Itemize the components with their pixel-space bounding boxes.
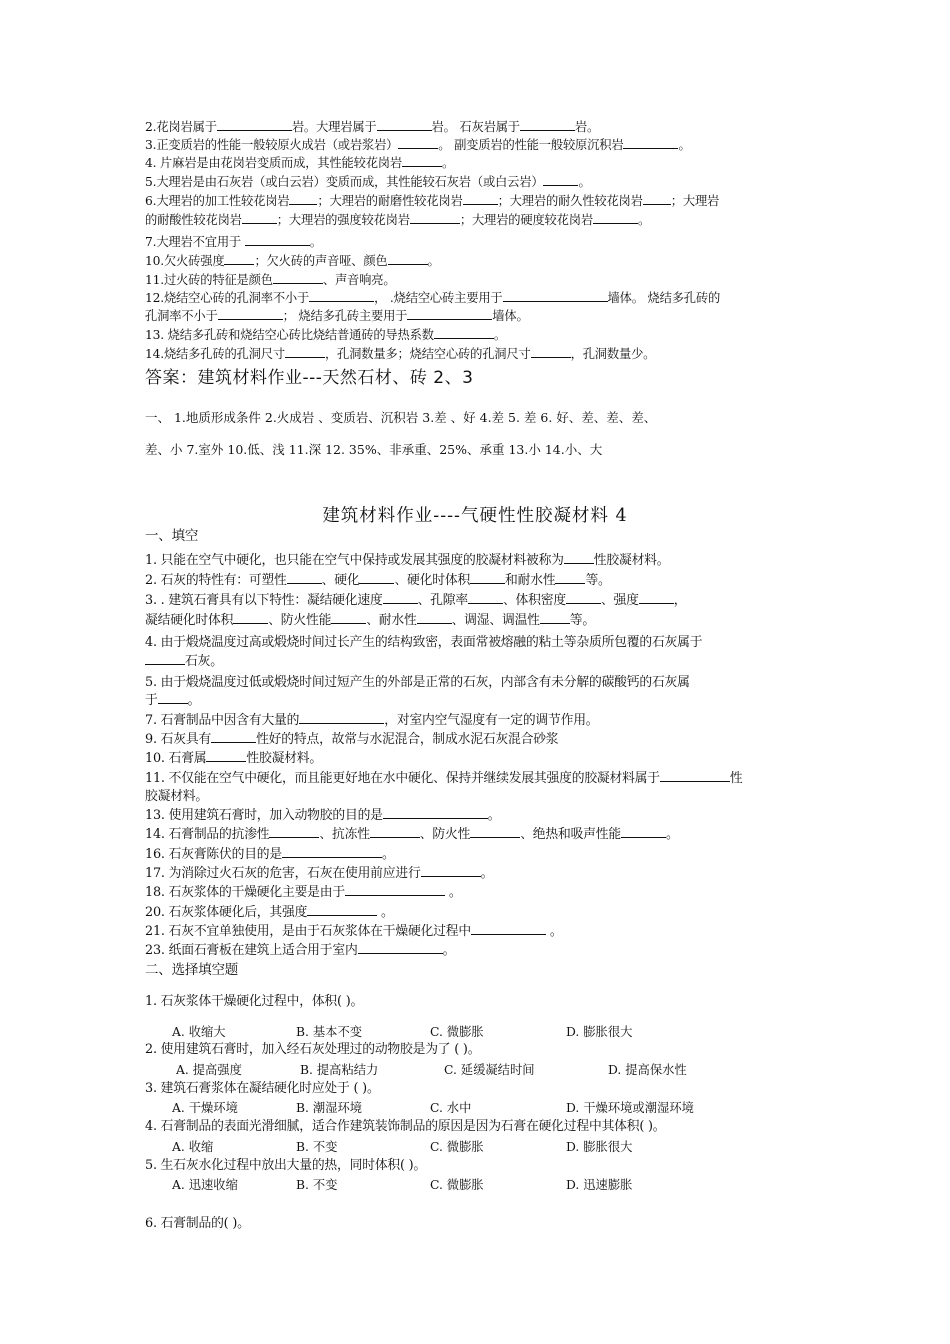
fill-question-line: 17. 为消除过火石灰的危害，石灰在使用前应进行 。	[145, 866, 494, 881]
answer-blank[interactable]	[566, 592, 601, 604]
answer-blank[interactable]	[383, 807, 488, 819]
fill-header: 一、填空	[145, 528, 199, 544]
answer-blank[interactable]	[285, 346, 325, 358]
question-line: 孔洞率不小于 ； 烧结多孔砖主要用于 墙体。	[145, 309, 529, 323]
answer-blank[interactable]	[145, 653, 185, 665]
choice-header: 二、选择填空题	[145, 962, 239, 978]
answer-blank[interactable]	[463, 193, 498, 205]
fill-question-line: 16. 石灰膏陈伏的目的是 。	[145, 847, 395, 862]
fill-question-line: 于 。	[145, 693, 201, 708]
answer-blank[interactable]	[370, 826, 420, 838]
answer-blank[interactable]	[282, 846, 382, 858]
choice-question: 1. 石灰浆体干燥硬化过程中，体积( )。	[145, 994, 364, 1009]
fill-question-line: 14. 石膏制品的抗渗性 、抗冻性 、防火性 、绝热和吸声性能 。	[145, 827, 679, 842]
answer-blank[interactable]	[520, 119, 575, 131]
answer-blank[interactable]	[383, 592, 418, 604]
answer-blank[interactable]	[307, 904, 377, 916]
answer-blank[interactable]	[643, 193, 671, 205]
answer-blank[interactable]	[309, 290, 374, 302]
choice-option-c[interactable]: C. 水中	[430, 1101, 472, 1115]
answer-blank[interactable]	[417, 612, 452, 624]
choice-question: 3. 建筑石膏浆体在凝结硬化时应处于 ( )。	[145, 1081, 380, 1096]
choice-option-d[interactable]: D. 干燥环境或潮湿环境	[566, 1101, 694, 1115]
answer-blank[interactable]	[410, 212, 460, 224]
fill-question-line: 7. 石膏制品中因含有大量的 ，对室内空气湿度有一定的调节作用。	[145, 713, 599, 728]
question-line: 的耐酸性较花岗岩 ；大理岩的强度较花岗岩 ；大理岩的硬度较花岗岩 。	[145, 213, 651, 227]
fill-question-line: 4. 由于煅烧温度过高或煅烧时间过长产生的结构致密，表面常被熔融的粘土等杂质所包覆的石灰属于	[145, 635, 703, 650]
answer-blank[interactable]	[388, 253, 428, 265]
fill-question-line: 23. 纸面石膏板在建筑上适合用于室内 。	[145, 943, 456, 958]
choice-option-d[interactable]: D. 膨胀很大	[566, 1025, 633, 1039]
answer-title: 答案：建筑材料作业---天然石材、砖 2、3	[145, 368, 474, 388]
answer-blank[interactable]	[470, 572, 505, 584]
choice-option-d[interactable]: D. 提高保水性	[608, 1063, 687, 1077]
question-line: 6.大理岩的加工性较花岗岩 ；大理岩的耐磨性较花岗岩 ；大理岩的耐久性较花岗岩 ；大理岩	[145, 194, 720, 208]
choice-question: 6. 石膏制品的( )。	[145, 1216, 250, 1231]
answer-blank[interactable]	[242, 212, 277, 224]
answer-blank[interactable]	[398, 137, 438, 149]
answer-blank[interactable]	[377, 119, 432, 131]
answer-blank[interactable]	[623, 137, 678, 149]
question-line: 3.正变质岩的性能一般较原火成岩（或岩浆岩） 。 副变质岩的性能一般较原沉积岩 。	[145, 138, 691, 152]
choice-option-a[interactable]: A. 收缩大	[172, 1025, 226, 1039]
answer-blank[interactable]	[345, 884, 445, 896]
choice-option-a[interactable]: A. 干燥环境	[172, 1101, 238, 1115]
choice-option-a[interactable]: A. 提高强度	[176, 1063, 242, 1077]
choice-question: 2. 使用建筑石膏时，加入经石灰处理过的动物胶是为了 ( )。	[145, 1042, 481, 1057]
answer-blank[interactable]	[402, 155, 442, 167]
question-line: 5.大理岩是由石灰岩（或白云岩）变质而成，其性能较石灰岩（或白云岩） 。	[145, 175, 591, 189]
fill-question-line: 1. 只能在空气中硬化，也只能在空气中保持或发展其强度的胶凝材料被称为 性胶凝材料。	[145, 553, 670, 568]
question-line: 13. 烧结多孔砖和烧结空心砖比烧结普通砖的导热系数 。	[145, 328, 506, 342]
choice-option-b[interactable]: B. 潮湿环境	[296, 1101, 363, 1115]
answer-blank[interactable]	[224, 253, 254, 265]
choice-option-d[interactable]: D. 迅速膨胀	[566, 1178, 633, 1192]
choice-option-a[interactable]: A. 收缩	[172, 1140, 214, 1154]
answer-blank[interactable]	[407, 308, 492, 320]
answer-blank[interactable]	[555, 572, 585, 584]
answer-blank[interactable]	[299, 712, 384, 724]
fill-question-line: 13. 使用建筑石膏时，加入动物胶的目的是 。	[145, 808, 501, 823]
fill-question-line: 5. 由于煅烧温度过低或煅烧时间过短产生的外部是正常的石灰，内部含有未分解的碳酸钙的石灰属	[145, 675, 690, 690]
answer-blank[interactable]	[471, 923, 546, 935]
answer-blank[interactable]	[660, 770, 730, 782]
choice-option-c[interactable]: C. 微膨胀	[430, 1025, 484, 1039]
answer-blank[interactable]	[468, 592, 503, 604]
fill-question-line: 凝结硬化时体积 、防火性能 、耐水性 、调湿、调温性 等。	[145, 613, 595, 628]
choice-option-b[interactable]: B. 提高粘结力	[300, 1063, 379, 1077]
choice-question: 5. 生石灰水化过程中放出大量的热，同时体积( )。	[145, 1158, 427, 1173]
answer-blank[interactable]	[289, 193, 317, 205]
fill-question-line: 2. 石灰的特性有：可塑性 、硬化 、硬化时体积 和耐水性 等。	[145, 573, 611, 588]
answer-blank[interactable]	[621, 826, 666, 838]
answer-blank[interactable]	[543, 174, 578, 186]
choice-option-d[interactable]: D. 膨胀很大	[566, 1140, 633, 1154]
answer-blank[interactable]	[358, 942, 443, 954]
answer-blank[interactable]	[217, 119, 292, 131]
fill-question-line: 石灰。	[145, 652, 810, 671]
answer-blank[interactable]	[540, 612, 570, 624]
answer-blank[interactable]	[503, 290, 608, 302]
section-title: 建筑材料作业----气硬性性胶凝材料 4	[322, 506, 628, 526]
fill-question-line: 3. . 建筑石膏具有以下特性：凝结硬化速度 、孔隙率 、体积密度 、强度 ，	[145, 593, 687, 608]
question-line: 12.烧结空心砖的孔洞率不小于 ， .烧结空心砖主要用于 墙体。 烧结多孔砖的	[145, 291, 721, 305]
answer-blank[interactable]	[273, 272, 323, 284]
answer-blank[interactable]	[531, 346, 571, 358]
choice-option-b[interactable]: B. 基本不变	[296, 1025, 363, 1039]
answer-line-1: 一、 1.地质形成条件 2.火成岩 、变质岩、沉积岩 3.差 、好 4.差 5. 差 6. 好、差、差、差、	[145, 410, 657, 425]
fill-question-line: 胶凝材料。	[145, 789, 208, 804]
answer-blank[interactable]	[245, 234, 310, 246]
fill-question-line: 10. 石膏属 性胶凝材料。	[145, 751, 323, 766]
answer-blank[interactable]	[206, 750, 246, 762]
choice-option-b[interactable]: B. 不变	[296, 1178, 338, 1192]
fill-question-line: 21. 石灰不宜单独使用，是由于石灰浆体在干燥硬化过程中 。	[145, 924, 563, 939]
question-line: 4. 片麻岩是由花岗岩变质而成，其性能较花岗岩 。	[145, 156, 455, 170]
answer-blank[interactable]	[233, 612, 268, 624]
question-line: 10.欠火砖强度 ；欠火砖的声音哑、颜色 。	[145, 254, 440, 268]
fill-question-line: 20. 石灰浆体硬化后，其强度 。	[145, 905, 394, 920]
answer-blank[interactable]	[593, 212, 638, 224]
answer-blank[interactable]	[269, 826, 319, 838]
answer-blank[interactable]	[287, 572, 322, 584]
choice-option-b[interactable]: B. 不变	[296, 1140, 338, 1154]
choice-option-c[interactable]: C. 微膨胀	[430, 1140, 484, 1154]
answer-blank[interactable]	[359, 572, 394, 584]
answer-blank[interactable]	[564, 552, 594, 564]
answer-blank[interactable]	[218, 308, 283, 320]
question-line: 2.花岗岩属于 岩。大理岩属于 岩。 石灰岩属于 岩。	[145, 120, 600, 134]
answer-blank[interactable]	[331, 612, 366, 624]
answer-blank[interactable]	[470, 826, 520, 838]
choice-option-c[interactable]: C. 延缓凝结时间	[444, 1063, 535, 1077]
choice-option-c[interactable]: C. 微膨胀	[430, 1178, 484, 1192]
fill-question-line: 11. 不仅能在空气中硬化，而且能更好地在水中硬化、保持并继续发展其强度的胶凝材料属于 性	[145, 771, 743, 786]
fill-question-line: 9. 石灰具有 性好的特点，故常与水泥混合，制成水泥石灰混合砂浆	[145, 732, 559, 747]
answer-line-2: 差、小 7.室外 10.低、浅 11.深 12. 35%、非承重、25%、承重 13.小 14.小、大	[145, 442, 603, 457]
question-line: 14.烧结多孔砖的孔洞尺寸 ，孔洞数量多；烧结空心砖的孔洞尺寸 ，孔洞数量少。	[145, 347, 656, 361]
question-line: 7.大理岩不宜用于 。	[145, 235, 322, 249]
answer-blank[interactable]	[158, 692, 188, 704]
choice-question: 4. 石膏制品的表面光滑细腻，适合作建筑装饰制品的原因是因为石膏在硬化过程中其体积( )。	[145, 1119, 666, 1134]
answer-blank[interactable]	[434, 327, 494, 339]
answer-blank[interactable]	[421, 865, 481, 877]
answer-blank[interactable]	[639, 592, 674, 604]
choice-option-a[interactable]: A. 迅速收缩	[172, 1178, 238, 1192]
answer-blank[interactable]	[211, 731, 256, 743]
fill-question-line: 18. 石灰浆体的干燥硬化主要是由于 。	[145, 885, 462, 900]
question-line: 11.过火砖的特征是颜色 、声音响亮。	[145, 273, 396, 287]
